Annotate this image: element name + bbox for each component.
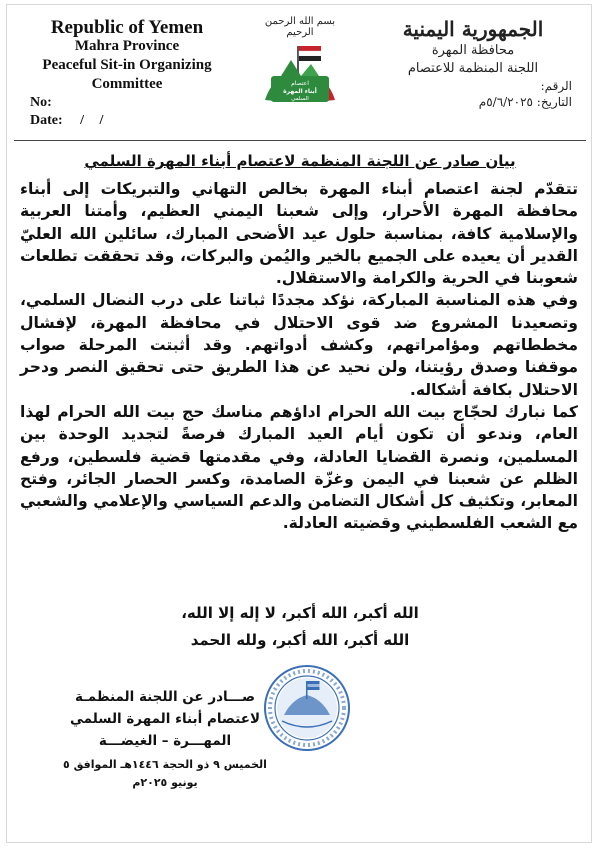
header-divider: [14, 140, 586, 141]
takbir-line-1: الله أكبر، الله أكبر، لا إله إلا الله،: [181, 604, 419, 622]
header-ar-committee: اللجنة المنظمة للاعتصام: [407, 61, 539, 76]
signature-line-1: صـــادر عن اللجنة المنظمـة: [74, 689, 256, 705]
basmala: بسم الله الرحمن الرحيم: [264, 16, 336, 38]
number-label: No:: [30, 95, 52, 110]
logo-text-3: السلمي: [291, 96, 309, 102]
header-en-republic: Republic of Yemen: [50, 17, 204, 38]
date-label: Date:: [30, 113, 63, 128]
seal-graphic: [262, 663, 352, 753]
ar-date-label: التاريخ:: [536, 95, 572, 109]
logo-text-1: اعتصام: [291, 80, 309, 87]
header-en-date: [30, 112, 232, 130]
statement-body: [20, 178, 578, 535]
statement-title: بيان صادر عن اللجنة المنظمة لاعتصام أبناء المهرة السلمي: [84, 152, 516, 170]
header-en-number: [30, 94, 232, 112]
paragraph-2: وفي هذه المناسبة المباركة، نؤكد مجددًا ثباتنا على درب النضال السلمي، وتصعيدنا المشروع ضد قوى الاحتلال في محافظة المهرة، لإفشال مخططاتهم ومؤامراتهم، وكشف أدواتهم. وقد أثبتت المرحلة صواب موقفنا وصدق رؤيتنا، ولن نحيد عن هذا الطريق حتى تحقيق النصر ودحر الاحتلال بكافة أشكاله.: [20, 291, 578, 399]
signature-block: [60, 686, 270, 792]
date-slashes: / /: [80, 113, 110, 128]
signature-date: الخميس ٩ ذو الحجة ١٤٤٦هـ الموافق ٥ يونيو ٢٠٢٥م: [63, 758, 267, 789]
header-en-committee-1: Peaceful Sit-in Organizing: [42, 57, 212, 73]
header-ar-republic: الجمهورية اليمنية: [402, 17, 544, 41]
paragraph-3: كما نبارك لحجّاج بيت الله الحرام اداؤهم مناسك حج بيت الله الحرام لهذا العام، وندعو أن تكون أيام العيد المبارك فرصةً لتجديد الوحدة بين المسلمين، ونصرة القضايا العادلة، وفي مقدمتها قضية فلسطين، ورفع الظلم عن شعبنا في اليمن وغزّة الصامدة، وكسر الحصار الجائر، وفتح المعابر، وتكثيف كل أشكال التضامن والدعم السياسي والإعلامي والشعبي مع الشعب الفلسطيني وقضيته العادلة.: [20, 402, 578, 533]
paragraph-1: تتقدّم لجنة اعتصام أبناء المهرة بخالص التهاني والتبريكات إلى أبناء محافظة المهرة الأحرار، وإلى شعبنا اليمني العظيم، وأمتنا العربية والإسلامية كافة، بمناسبة حلول عيد الأضحى المبارك، سائلين الله العليّ القدير أن يعيده على الجميع بالخير واليُمن والبركات، وقد تحققت تطلعات شعوبنا في الحرية والكرامة والاستقلال.: [20, 180, 578, 288]
ref-label: الرقم:: [540, 79, 572, 93]
header-arabic: [368, 16, 578, 110]
signature-line-2: لاعتصام أبناء المهرة السلمي: [69, 711, 260, 727]
header-ar-date: [368, 94, 572, 110]
ar-date-value: ٥/٦/٢٠٢٥م: [478, 95, 533, 109]
header-english: [22, 18, 232, 130]
takbir-line-2: الله أكبر، الله أكبر، ولله الحمد: [190, 631, 410, 649]
logo-text-2: أبناء المهرة: [283, 88, 317, 95]
logo-graphic: [261, 40, 339, 112]
sit-in-logo: [261, 40, 339, 112]
header-ar-province: محافظة المهرة: [431, 43, 515, 58]
signature-line-3: المهـــرة – الغيضـــة: [98, 733, 232, 749]
header-en-committee-2: Committee: [91, 76, 163, 92]
header-en-province: Mahra Province: [74, 38, 180, 54]
header-ar-ref: [368, 78, 572, 94]
committee-seal: [262, 663, 352, 753]
